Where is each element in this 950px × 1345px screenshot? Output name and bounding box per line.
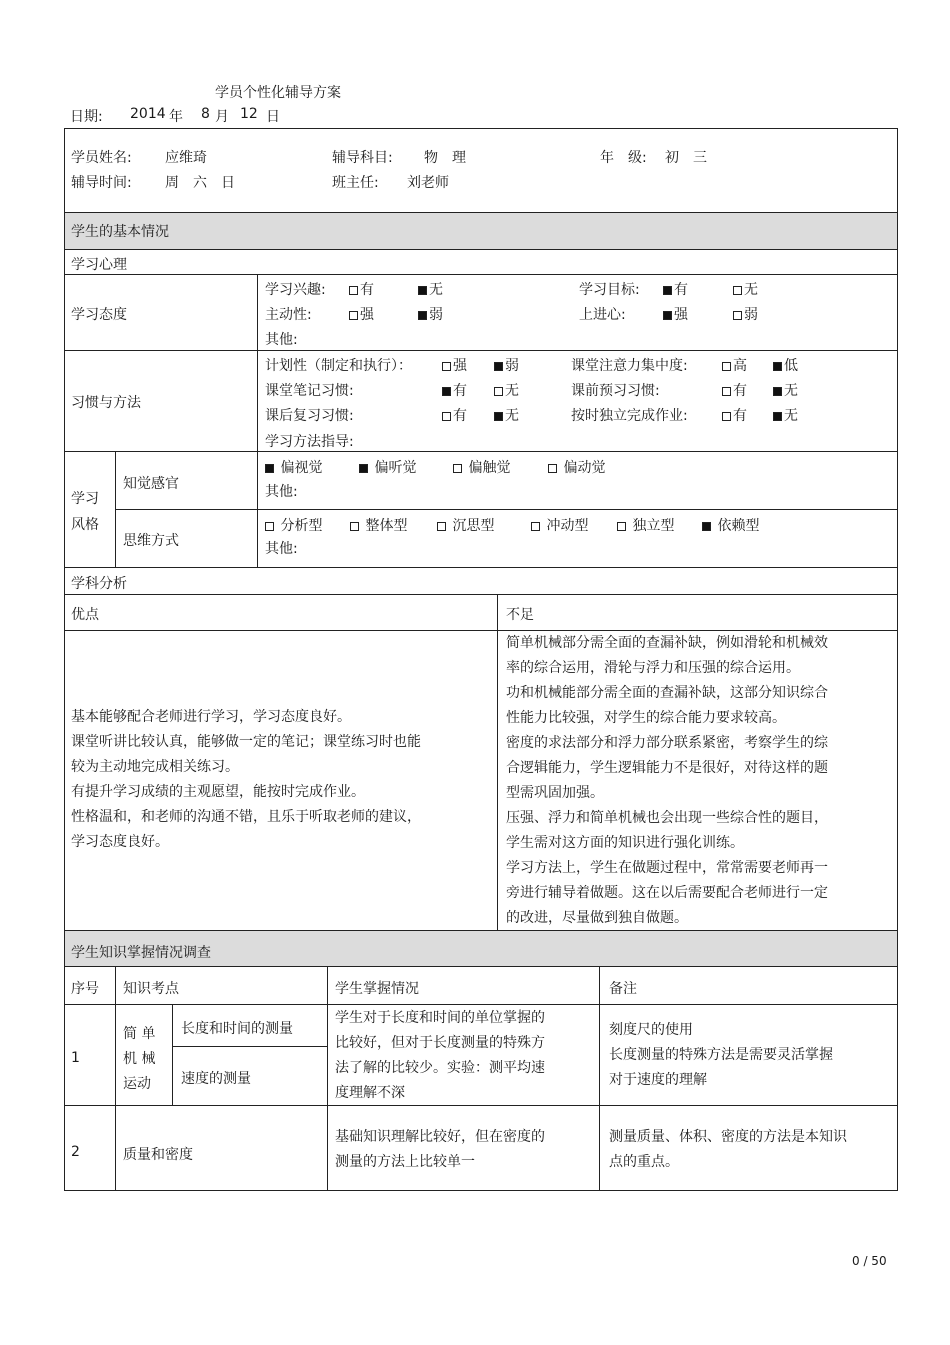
thinking-other-label: 其他: [265,541,298,557]
notes-line: 点的重点。 [609,1154,679,1170]
divider [64,274,898,275]
divider [172,1004,173,1105]
divider [64,1004,898,1005]
weaknesses-line: 率的综合运用，滑轮与浮力和压强的综合运用。 [506,660,800,676]
mastery-line: 法了解的比较少。实验：测平均速 [335,1060,545,1076]
motivation-option-strong[interactable]: 强 [663,304,688,324]
homework-option-yes[interactable]: 有 [722,405,747,425]
checkbox-icon [722,387,731,396]
perception-option[interactable]: 偏听觉 [359,457,416,477]
checkbox-icon [442,362,451,371]
divider [327,966,328,1190]
col-header-notes: 备注 [609,981,637,997]
review-label: 课后复习习惯: [265,408,354,424]
weaknesses-line: 合逻辑能力，学生逻辑能力不是很好，对待这样的题 [506,760,828,776]
planning-label: 计划性（制定和执行）： [265,358,412,374]
analysis-section-header: 学科分析 [71,576,127,592]
divider [115,451,116,567]
motivation-label: 上进心: [579,307,626,323]
mastery-line: 度理解不深 [335,1085,405,1101]
checkbox-icon [418,286,427,295]
date-month-unit: 月 [215,109,229,125]
frame-bottom [64,1190,898,1191]
attitude-label: 学习态度 [71,307,127,323]
strengths-line: 性格温和，和老师的沟通不错，且乐于听取老师的建议， [71,809,421,825]
divider [64,567,898,568]
strengths-line: 课堂听讲比较认真，能够做一定的笔记；课堂练习时也能 [71,734,421,750]
checkbox-icon [494,412,503,421]
checkbox-icon [733,311,742,320]
divider [64,966,898,967]
class-teacher-value: 刘老师 [407,175,449,191]
focus-option-high[interactable]: 高 [722,355,747,375]
weaknesses-line: 性能力比较强，对学生的综合能力要求较高。 [506,710,786,726]
notes-line: 对于速度的理解 [609,1072,707,1088]
focus-label: 课堂注意力集中度: [571,358,688,374]
divider [599,966,600,1190]
survey-section-header: 学生知识掌握情况调查 [71,945,211,961]
thinking-option[interactable]: 整体型 [350,515,407,535]
frame-right [897,128,898,1191]
checkbox-icon [773,412,782,421]
checkbox-icon [531,522,540,531]
goal-option-yes[interactable]: 有 [663,279,688,299]
initiative-option-weak[interactable]: 弱 [418,304,443,324]
learning-style-label-line1: 学习 [71,491,99,507]
thinking-option[interactable]: 分析型 [265,515,322,535]
checkbox-icon [265,522,274,531]
initiative-option-strong[interactable]: 强 [349,304,374,324]
checkbox-icon [548,464,557,473]
thinking-option[interactable]: 冲动型 [531,515,588,535]
tutoring-time-value: 周 六 日 [165,175,235,191]
date-month: 8 [201,106,210,122]
thinking-label: 思维方式 [123,533,179,549]
checkbox-icon [663,286,672,295]
perception-option[interactable]: 偏动觉 [548,457,605,477]
basic-section-header: 学生的基本情况 [71,224,169,240]
checkbox-icon [437,522,446,531]
basic-header-bg [64,212,898,249]
thinking-option[interactable]: 独立型 [617,515,674,535]
checkbox-icon [617,522,626,531]
date-label: 日期: [70,109,103,125]
homework-option-no[interactable]: 无 [773,405,798,425]
checkbox-icon [442,412,451,421]
knowledge-subpoint: 速度的测量 [181,1071,251,1087]
strengths-header: 优点 [71,607,99,623]
interest-option-yes[interactable]: 有 [349,279,374,299]
weaknesses-line: 压强、浮力和简单机械也会出现一些综合性的题目， [506,810,828,826]
notes-text [609,1018,833,1093]
weaknesses-line: 型需巩固加强。 [506,785,604,801]
goal-option-no[interactable]: 无 [733,279,758,299]
strengths-text [71,705,421,855]
subject-label: 辅导科目: [332,150,393,166]
mastery-line: 比较好，但对于长度测量的特殊方 [335,1035,545,1051]
preview-option-no[interactable]: 无 [773,380,798,400]
interest-option-no[interactable]: 无 [418,279,443,299]
mastery-line: 基础知识理解比较好，但在密度的 [335,1129,545,1145]
col-header-number: 序号 [71,981,99,997]
review-option-no[interactable]: 无 [494,405,519,425]
divider [115,509,898,510]
divider [64,249,898,250]
col-header-knowledge-point: 知识考点 [123,981,179,997]
date-year: 2014 [130,106,166,122]
weaknesses-line: 的改进，尽量做到独自做题。 [506,910,688,926]
student-name-label: 学员姓名: [71,150,132,166]
notes-line: 刻度尺的使用 [609,1022,693,1038]
grade-value: 初 三 [665,150,707,166]
notes-text [609,1125,847,1175]
preview-option-yes[interactable]: 有 [722,380,747,400]
review-option-yes[interactable]: 有 [442,405,467,425]
strengths-line: 有提升学习成绩的主观愿望，能按时完成作业。 [71,784,365,800]
checkbox-icon [265,464,274,473]
col-header-mastery: 学生掌握情况 [335,981,419,997]
divider [64,212,898,213]
checkbox-icon [494,387,503,396]
row-number: 2 [71,1144,80,1160]
weaknesses-line: 功和机械能部分需全面的查漏补缺，这部分知识综合 [506,685,828,701]
weaknesses-text [506,631,828,931]
knowledge-group-line: 运动 [123,1076,151,1092]
weaknesses-line: 学生需对这方面的知识进行强化训练。 [506,835,744,851]
checkbox-icon [773,362,782,371]
knowledge-point: 质量和密度 [123,1147,193,1163]
checkbox-icon [349,311,358,320]
planning-option-weak[interactable]: 弱 [494,355,519,375]
grade-label: 年 级: [600,150,647,166]
row-number: 1 [71,1050,80,1066]
weaknesses-line: 简单机械部分需全面的查漏补缺，例如滑轮和机械效 [506,635,828,651]
strengths-line: 基本能够配合老师进行学习，学习态度良好。 [71,709,351,725]
mastery-line: 测量的方法上比较单一 [335,1154,475,1170]
checkbox-icon [733,286,742,295]
divider [257,274,258,567]
initiative-label: 主动性: [265,307,312,323]
checkbox-icon [350,522,359,531]
class-teacher-label: 班主任: [332,175,379,191]
weaknesses-line: 旁进行辅导着做题。这在以后需要配合老师进行一定 [506,885,828,901]
focus-option-low[interactable]: 低 [773,355,798,375]
student-name-value: 应维琦 [165,150,207,166]
doc-title: 学员个性化辅导方案 [215,85,341,101]
checkbox-icon [773,387,782,396]
date-day: 12 [240,106,258,122]
checkbox-icon [494,362,503,371]
psychology-label: 学习心理 [71,257,127,273]
homework-label: 按时独立完成作业: [571,408,688,424]
learning-style-label-line2: 风格 [71,517,99,533]
page-number: 0 / 50 [852,1254,887,1268]
knowledge-group-line: 机 械 [123,1051,156,1067]
checkbox-icon [702,522,711,531]
weaknesses-line: 学习方法上，学生在做题过程中，常常需要老师再一 [506,860,828,876]
checkbox-icon [442,387,451,396]
checkbox-icon [722,362,731,371]
divider [497,594,498,930]
knowledge-subpoint: 长度和时间的测量 [181,1021,293,1037]
divider [64,451,898,452]
weaknesses-line: 密度的求法部分和浮力部分联系紧密，考察学生的综 [506,735,828,751]
divider [172,1046,327,1047]
thinking-option[interactable]: 沉思型 [437,515,494,535]
checkbox-icon [722,412,731,421]
divider [64,594,898,595]
checkbox-icon [359,464,368,473]
divider [115,966,116,1190]
note-taking-label: 课堂笔记习惯: [265,383,354,399]
perception-option[interactable]: 偏触觉 [453,457,510,477]
goal-label: 学习目标: [579,282,640,298]
note-taking-option-no[interactable]: 无 [494,380,519,400]
frame-top [64,128,898,129]
planning-option-strong[interactable]: 强 [442,355,467,375]
checkbox-icon [418,311,427,320]
motivation-option-weak[interactable]: 弱 [733,304,758,324]
strengths-line: 学习态度良好。 [71,834,169,850]
habits-label: 习惯与方法 [71,395,141,411]
frame-left [64,128,65,1191]
interest-label: 学习兴趣: [265,282,326,298]
mastery-text [335,1125,545,1175]
strengths-line: 较为主动地完成相关练习。 [71,759,239,775]
perception-option[interactable]: 偏视觉 [265,457,322,477]
tutoring-time-label: 辅导时间: [71,175,132,191]
preview-label: 课前预习习惯: [571,383,660,399]
weaknesses-header: 不足 [506,607,534,623]
notes-line: 测量质量、体积、密度的方法是本知识 [609,1129,847,1145]
perception-label: 知觉感官 [123,476,179,492]
method-guidance-label: 学习方法指导: [265,434,354,450]
notes-line: 长度测量的特殊方法是需要灵活掌握 [609,1047,833,1063]
thinking-option[interactable]: 依赖型 [702,515,759,535]
perception-other-label: 其他: [265,484,298,500]
subject-value: 物 理 [424,150,466,166]
divider [64,350,898,351]
knowledge-group-line: 简 单 [123,1026,156,1042]
mastery-text [335,1006,545,1106]
checkbox-icon [663,311,672,320]
date-day-unit: 日 [266,109,280,125]
mastery-line: 学生对于长度和时间的单位掌握的 [335,1010,545,1026]
checkbox-icon [349,286,358,295]
note-taking-option-yes[interactable]: 有 [442,380,467,400]
attitude-other-label: 其他: [265,332,298,348]
checkbox-icon [453,464,462,473]
date-year-unit: 年 [169,109,183,125]
